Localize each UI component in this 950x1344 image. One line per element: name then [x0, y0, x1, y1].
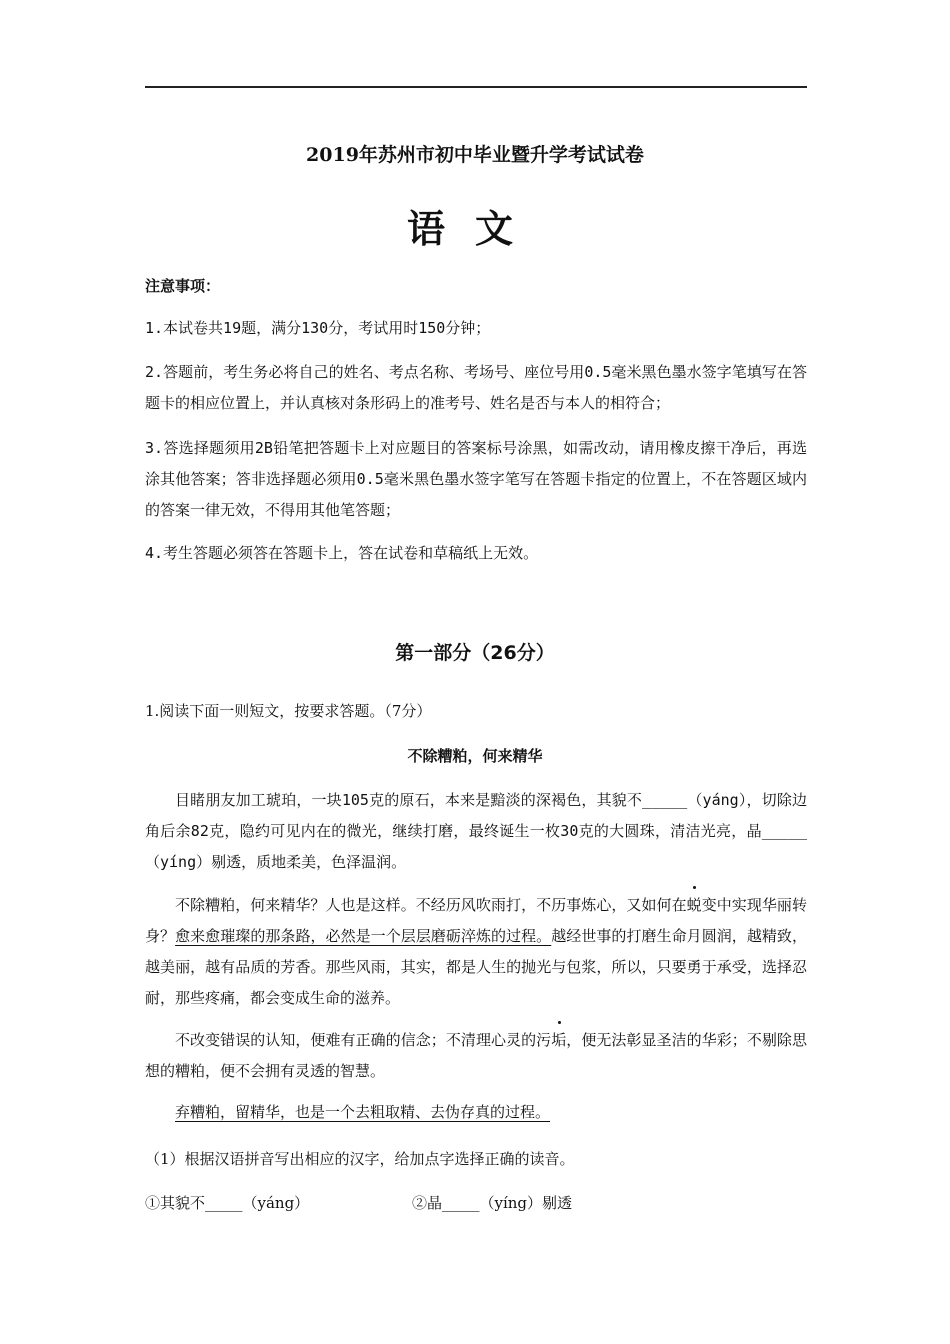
notice-heading: 注意事项： [145, 277, 221, 295]
fill-blank-1: ①其貌不_____（yáng） [145, 1194, 310, 1212]
paragraph-2-text-c: 越经世事的打磨生命月圆润，越精致，越美丽，越有品质的芳香。那些风雨，其实，都是人生的抛光与包浆，所以，只要勇于承受，选择忍耐，那些疼痛，都会变成生命的滋养。 [145, 927, 807, 1007]
fill-blank-2: ②晶_____（yíng）剔透 [412, 1194, 573, 1212]
sub-question-1: （1）根据汉语拼音写出相应的汉字，给加点字选择正确的读音。 [145, 1150, 575, 1168]
part-title: 第一部分（26分） [395, 642, 555, 664]
notice-item-1: 1.本试卷共19题，满分130分，考试用时150分钟； [145, 319, 491, 337]
paragraph-2-text-b: 变中实现华丽转身？ [145, 896, 807, 945]
header-rule [145, 86, 807, 88]
underlined-sentence: 愈来愈璀璨的那条路，必然是一个层层磨砺淬炼的过程。 [175, 927, 552, 945]
notice-item-2: 2.答题前，考生务必将自己的姓名、考点名称、考场号、座位号用0.5毫米黑色墨水签字笔填写在答题卡的相应位置上，并认真核对条形码上的准考号、姓名是否与本人的相符合； [145, 363, 807, 412]
notice-item-3: 3.答选择题须用2B铅笔把答题卡上对应题目的答案标号涂黑，如需改动，请用橡皮擦干净后，再选涂其他答案；答非选择题必须用0.5毫米黑色墨水签字笔写在答题卡指定的位置上，不在答题区域内的答案一律无效，不得用其他笔答题； [145, 439, 807, 519]
subject-title: 语文 [406, 207, 543, 251]
essay-paragraph-3 [145, 1025, 807, 1087]
essay-paragraph-2 [145, 890, 807, 1014]
essay-title: 不除糟粕，何来精华 [407, 747, 543, 765]
dotted-char: 垢 [551, 1031, 567, 1049]
paragraph-3-text-b: ，便无法彰显圣洁的华彩；不剔除思想的糟粕，便不会拥有灵透的智慧。 [145, 1031, 807, 1080]
essay-paragraph-1: 目睹朋友加工琥珀，一块105克的原石，本来是黯淡的深褐色，其貌不_____（yáng），切除边角后余82克，隐约可见内在的微光，继续打磨，最终诞生一枚30克的大圆珠，清洁光亮，晶_____（yíng）剔透，质地柔美，色泽温润。 [145, 791, 807, 871]
underlined-sentence: 弃糟粕，留精华，也是一个去粗取精、去伪存真的过程。 [175, 1103, 551, 1121]
exam-title: 2019年苏州市初中毕业暨升学考试试卷 [306, 144, 644, 166]
paragraph-2-text-a: 不除糟粕，何来精华？人也是这样。不经历风吹雨打，不历事炼心，又如何在 [175, 896, 687, 914]
dotted-char: 蜕 [686, 896, 702, 914]
question-1-prompt: 1.阅读下面一则短文，按要求答题。（7分） [145, 702, 432, 720]
notice-item-4: 4.考生答题必须答在答题卡上，答在试卷和草稿纸上无效。 [145, 544, 539, 562]
essay-paragraph-4 [145, 1097, 807, 1128]
paragraph-3-text-a: 不改变错误的认知，便难有正确的信念；不清理心灵的污 [175, 1031, 552, 1049]
